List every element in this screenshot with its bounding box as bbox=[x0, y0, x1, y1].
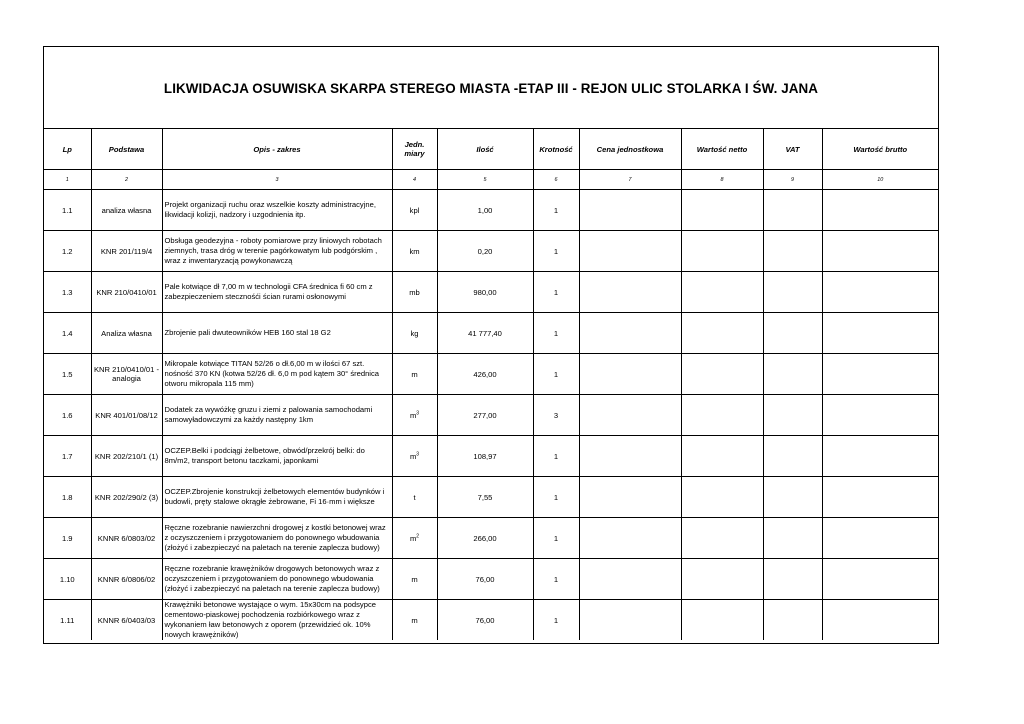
header-vat: VAT bbox=[763, 129, 822, 170]
cell-cena[interactable] bbox=[579, 436, 681, 477]
cell-vat[interactable] bbox=[763, 395, 822, 436]
cell-cena[interactable] bbox=[579, 272, 681, 313]
description-line: nośność 370 KN (kotwa 52/26 dł. 6,0 m pod kątem 30° średnica bbox=[164, 369, 380, 378]
cost-estimate-sheet bbox=[43, 46, 939, 644]
table-row bbox=[44, 477, 938, 518]
unit-label: km bbox=[409, 246, 420, 256]
header-lp: Lp bbox=[44, 129, 91, 170]
unit-label: m bbox=[409, 533, 417, 543]
cell-unit bbox=[392, 559, 437, 600]
cell-podstawa: KNR 201/119/4 bbox=[91, 231, 162, 272]
cell-vat[interactable] bbox=[763, 313, 822, 354]
cell-description bbox=[162, 436, 392, 477]
unit-exponent: 3 bbox=[416, 409, 420, 416]
description-line: likwidacji kolizji, nadzory i uzgodnienia itp. bbox=[164, 210, 306, 219]
cell-vat[interactable] bbox=[763, 190, 822, 231]
table-row bbox=[44, 559, 938, 600]
cell-cena[interactable] bbox=[579, 190, 681, 231]
cell-vat[interactable] bbox=[763, 518, 822, 559]
table-row bbox=[44, 600, 938, 641]
cell-unit bbox=[392, 600, 437, 641]
description-line: (złożyć i zabezpieczyć na paletach na terenie zaplecza budowy) bbox=[164, 543, 380, 552]
description-line: cementowo-piaskowej pochodzenia rozbiórkowego wraz z bbox=[164, 610, 360, 619]
cell-description bbox=[162, 559, 392, 600]
cell-ilosc: 1,00 bbox=[437, 190, 533, 231]
column-number-row bbox=[44, 170, 938, 190]
cell-krotnosc: 1 bbox=[533, 272, 579, 313]
cell-lp: 1.2 bbox=[44, 231, 91, 272]
column-number: 2 bbox=[91, 170, 162, 190]
cell-krotnosc: 1 bbox=[533, 518, 579, 559]
cell-podstawa: Analiza własna bbox=[91, 313, 162, 354]
cell-vat[interactable] bbox=[763, 436, 822, 477]
cell-brutto[interactable] bbox=[822, 231, 938, 272]
unit-label: mb bbox=[409, 287, 420, 297]
cell-vat[interactable] bbox=[763, 477, 822, 518]
header-jedn-line1: Jedn. bbox=[404, 140, 425, 149]
description-line: wraz z inwentaryzacją powykonawczą bbox=[164, 256, 293, 265]
cell-netto[interactable] bbox=[681, 272, 763, 313]
column-number: 5 bbox=[437, 170, 533, 190]
unit-label: m bbox=[409, 410, 417, 420]
cell-unit bbox=[392, 231, 437, 272]
description-line: 8m/m2, transport betonu taczkami, japonkami bbox=[164, 456, 319, 465]
cell-lp: 1.5 bbox=[44, 354, 91, 395]
cell-description bbox=[162, 518, 392, 559]
description-line: samowyładowczymi za każdy następny 1km bbox=[164, 415, 314, 424]
header-cena: Cena jednostkowa bbox=[579, 129, 681, 170]
cell-podstawa: KNNR 6/0803/02 bbox=[91, 518, 162, 559]
cell-description bbox=[162, 477, 392, 518]
header-jedn-line2: miary bbox=[404, 149, 425, 158]
cell-ilosc: 277,00 bbox=[437, 395, 533, 436]
cell-podstawa: KNR 210/0410/01 - analogia bbox=[91, 354, 162, 395]
cell-brutto[interactable] bbox=[822, 600, 938, 641]
description-line: wykonaniem ław betonowych z oporem (przewidzieć ok. 10% bbox=[164, 620, 371, 629]
unit-label: kpl bbox=[409, 205, 420, 215]
cell-vat[interactable] bbox=[763, 354, 822, 395]
cell-unit bbox=[392, 395, 437, 436]
cell-netto[interactable] bbox=[681, 231, 763, 272]
cell-vat[interactable] bbox=[763, 272, 822, 313]
unit-label: m bbox=[411, 615, 418, 625]
cell-podstawa: KNR 401/01/08/12 bbox=[91, 395, 162, 436]
cell-podstawa: KNR 210/0410/01 bbox=[91, 272, 162, 313]
header-brutto: Wartość brutto bbox=[822, 129, 938, 170]
cell-ilosc: 980,00 bbox=[437, 272, 533, 313]
cell-podstawa: KNR 202/210/1 (1) bbox=[91, 436, 162, 477]
cell-cena[interactable] bbox=[579, 518, 681, 559]
cell-unit bbox=[392, 436, 437, 477]
cell-netto[interactable] bbox=[681, 477, 763, 518]
description-line: Projekt organizacji ruchu oraz wszelkie koszty administracyjne, bbox=[164, 200, 376, 209]
table-row bbox=[44, 272, 938, 313]
header-krotnosc: Krotność bbox=[533, 129, 579, 170]
cell-cena[interactable] bbox=[579, 231, 681, 272]
cell-cena[interactable] bbox=[579, 559, 681, 600]
cell-krotnosc: 3 bbox=[533, 395, 579, 436]
cell-brutto[interactable] bbox=[822, 190, 938, 231]
cell-brutto[interactable] bbox=[822, 313, 938, 354]
table-row bbox=[44, 190, 938, 231]
cell-netto[interactable] bbox=[681, 354, 763, 395]
description-line: z oczyszczeniem i przygotowaniem do ponownego wbudowania bbox=[164, 533, 380, 542]
cell-podstawa: KNNR 6/0806/02 bbox=[91, 559, 162, 600]
cell-krotnosc: 1 bbox=[533, 477, 579, 518]
column-number: 8 bbox=[681, 170, 763, 190]
cell-krotnosc: 1 bbox=[533, 231, 579, 272]
column-number: 4 bbox=[392, 170, 437, 190]
column-number: 1 bbox=[44, 170, 91, 190]
cell-description bbox=[162, 354, 392, 395]
cell-cena[interactable] bbox=[579, 354, 681, 395]
cell-brutto[interactable] bbox=[822, 436, 938, 477]
title-band bbox=[44, 47, 938, 129]
cell-description bbox=[162, 395, 392, 436]
description-line: otworu mikropala 115 mm) bbox=[164, 379, 254, 388]
cell-brutto[interactable] bbox=[822, 518, 938, 559]
cell-cena[interactable] bbox=[579, 477, 681, 518]
cell-krotnosc: 1 bbox=[533, 354, 579, 395]
cell-unit bbox=[392, 477, 437, 518]
cell-vat[interactable] bbox=[763, 231, 822, 272]
cell-lp: 1.11 bbox=[44, 600, 91, 641]
cell-cena[interactable] bbox=[579, 600, 681, 641]
description-line: Mikropale kotwiące TITAN 52/26 o dł.6,00 m w ilości 67 szt. bbox=[164, 359, 365, 368]
cell-unit bbox=[392, 313, 437, 354]
cell-lp: 1.6 bbox=[44, 395, 91, 436]
cell-netto[interactable] bbox=[681, 313, 763, 354]
cell-cena[interactable] bbox=[579, 395, 681, 436]
description-line: oczyszczeniem i przygotowaniem do ponownego wbudowania bbox=[164, 574, 374, 583]
cell-brutto[interactable] bbox=[822, 395, 938, 436]
description-line: Zbrojenie pali dwuteowników HEB 160 stal 18 G2 bbox=[164, 328, 331, 337]
cell-ilosc: 108,97 bbox=[437, 436, 533, 477]
description-line: nowych krawężników) bbox=[164, 630, 239, 639]
cell-lp: 1.3 bbox=[44, 272, 91, 313]
cell-krotnosc: 1 bbox=[533, 600, 579, 641]
cell-unit bbox=[392, 518, 437, 559]
table-row bbox=[44, 395, 938, 436]
cell-description bbox=[162, 190, 392, 231]
cell-lp: 1.4 bbox=[44, 313, 91, 354]
cell-ilosc: 426,00 bbox=[437, 354, 533, 395]
cell-ilosc: 0,20 bbox=[437, 231, 533, 272]
table-row bbox=[44, 231, 938, 272]
unit-label: m bbox=[411, 369, 418, 379]
cell-lp: 1.9 bbox=[44, 518, 91, 559]
header-jedn bbox=[392, 129, 437, 170]
cell-unit bbox=[392, 190, 437, 231]
unit-exponent: 3 bbox=[416, 450, 420, 457]
header-podstawa: Podstawa bbox=[91, 129, 162, 170]
description-line: zabezpieczeniem stecznośći ścian rurami osłonowymi bbox=[164, 292, 346, 301]
unit-label: m bbox=[409, 451, 417, 461]
cell-brutto[interactable] bbox=[822, 477, 938, 518]
cell-brutto[interactable] bbox=[822, 272, 938, 313]
cell-podstawa: KNNR 6/0403/03 bbox=[91, 600, 162, 641]
cell-description bbox=[162, 231, 392, 272]
table-row bbox=[44, 436, 938, 477]
description-line: (złożyć i zabezpieczyć na paletach na terenie zaplecza budowy) bbox=[164, 584, 380, 593]
column-number: 9 bbox=[763, 170, 822, 190]
cell-description bbox=[162, 272, 392, 313]
cell-krotnosc: 1 bbox=[533, 436, 579, 477]
description-line: Ręczne rozebranie nawierzchni drogowej z kostki betonowej wraz bbox=[164, 523, 386, 532]
cell-krotnosc: 1 bbox=[533, 190, 579, 231]
header-opis: Opis - zakres bbox=[162, 129, 392, 170]
column-number: 6 bbox=[533, 170, 579, 190]
page-title: LIKWIDACJA OSUWISKA SKARPA STEREGO MIASTA -ETAP III - REJON ULIC STOLARKA I ŚW. JANA bbox=[163, 81, 819, 96]
unit-label: m bbox=[411, 574, 418, 584]
cell-vat[interactable] bbox=[763, 600, 822, 641]
cell-ilosc: 266,00 bbox=[437, 518, 533, 559]
cell-krotnosc: 1 bbox=[533, 559, 579, 600]
table-row bbox=[44, 313, 938, 354]
cell-description bbox=[162, 600, 392, 641]
cell-netto[interactable] bbox=[681, 190, 763, 231]
cell-ilosc: 41 777,40 bbox=[437, 313, 533, 354]
cell-brutto[interactable] bbox=[822, 354, 938, 395]
cell-netto[interactable] bbox=[681, 436, 763, 477]
cell-netto[interactable] bbox=[681, 395, 763, 436]
cell-unit bbox=[392, 272, 437, 313]
cell-podstawa: analiza własna bbox=[91, 190, 162, 231]
column-number: 7 bbox=[579, 170, 681, 190]
cell-lp: 1.10 bbox=[44, 559, 91, 600]
column-number: 3 bbox=[162, 170, 392, 190]
unit-exponent: 2 bbox=[416, 532, 420, 539]
column-number: 10 bbox=[822, 170, 938, 190]
cell-netto[interactable] bbox=[681, 518, 763, 559]
cell-vat[interactable] bbox=[763, 559, 822, 600]
cell-krotnosc: 1 bbox=[533, 313, 579, 354]
table-row bbox=[44, 354, 938, 395]
cell-netto[interactable] bbox=[681, 600, 763, 641]
cell-ilosc: 76,00 bbox=[437, 600, 533, 641]
header-ilosc: Ilość bbox=[437, 129, 533, 170]
description-line: Dodatek za wywóżkę gruzu i ziemi z palowania samochodami bbox=[164, 405, 373, 414]
unit-label: t bbox=[413, 492, 416, 502]
cell-ilosc: 7,55 bbox=[437, 477, 533, 518]
cell-lp: 1.7 bbox=[44, 436, 91, 477]
unit-label: kg bbox=[410, 328, 419, 338]
header-netto: Wartość netto bbox=[681, 129, 763, 170]
description-line: OCZEP.Zbrojenie konstrukcji żelbetowych elementów budynków i bbox=[164, 487, 385, 496]
cell-description bbox=[162, 313, 392, 354]
description-line: OCZEP.Belki i podciągi żelbetowe, obwód/przekrój belki: do bbox=[164, 446, 365, 455]
cost-estimate-table bbox=[44, 129, 938, 640]
cell-lp: 1.1 bbox=[44, 190, 91, 231]
description-line: ziemnych, trasa dróg w terenie pagórkowatym lub podgórskim , bbox=[164, 246, 378, 255]
cell-unit bbox=[392, 354, 437, 395]
header-row bbox=[44, 129, 938, 170]
cell-ilosc: 76,00 bbox=[437, 559, 533, 600]
description-line: budowli, pręty stalowe okrągłe żebrowane, Fi 16·mm i większe bbox=[164, 497, 375, 506]
cell-podstawa: KNR 202/290/2 (3) bbox=[91, 477, 162, 518]
description-line: Ręczne rozebranie krawężników drogowych betonowych wraz z bbox=[164, 564, 380, 573]
cell-lp: 1.8 bbox=[44, 477, 91, 518]
description-line: Pale kotwiące dł 7,00 m w technologii CFA średnica fi 60 cm z bbox=[164, 282, 373, 291]
cell-brutto[interactable] bbox=[822, 559, 938, 600]
description-line: Obsługa geodezyjna - roboty pomiarowe przy liniowych robotach bbox=[164, 236, 382, 245]
cell-netto[interactable] bbox=[681, 559, 763, 600]
table-row bbox=[44, 518, 938, 559]
cell-cena[interactable] bbox=[579, 313, 681, 354]
description-line: Krawężniki betonowe wystające o wym. 15x30cm na podsypce bbox=[164, 600, 376, 609]
